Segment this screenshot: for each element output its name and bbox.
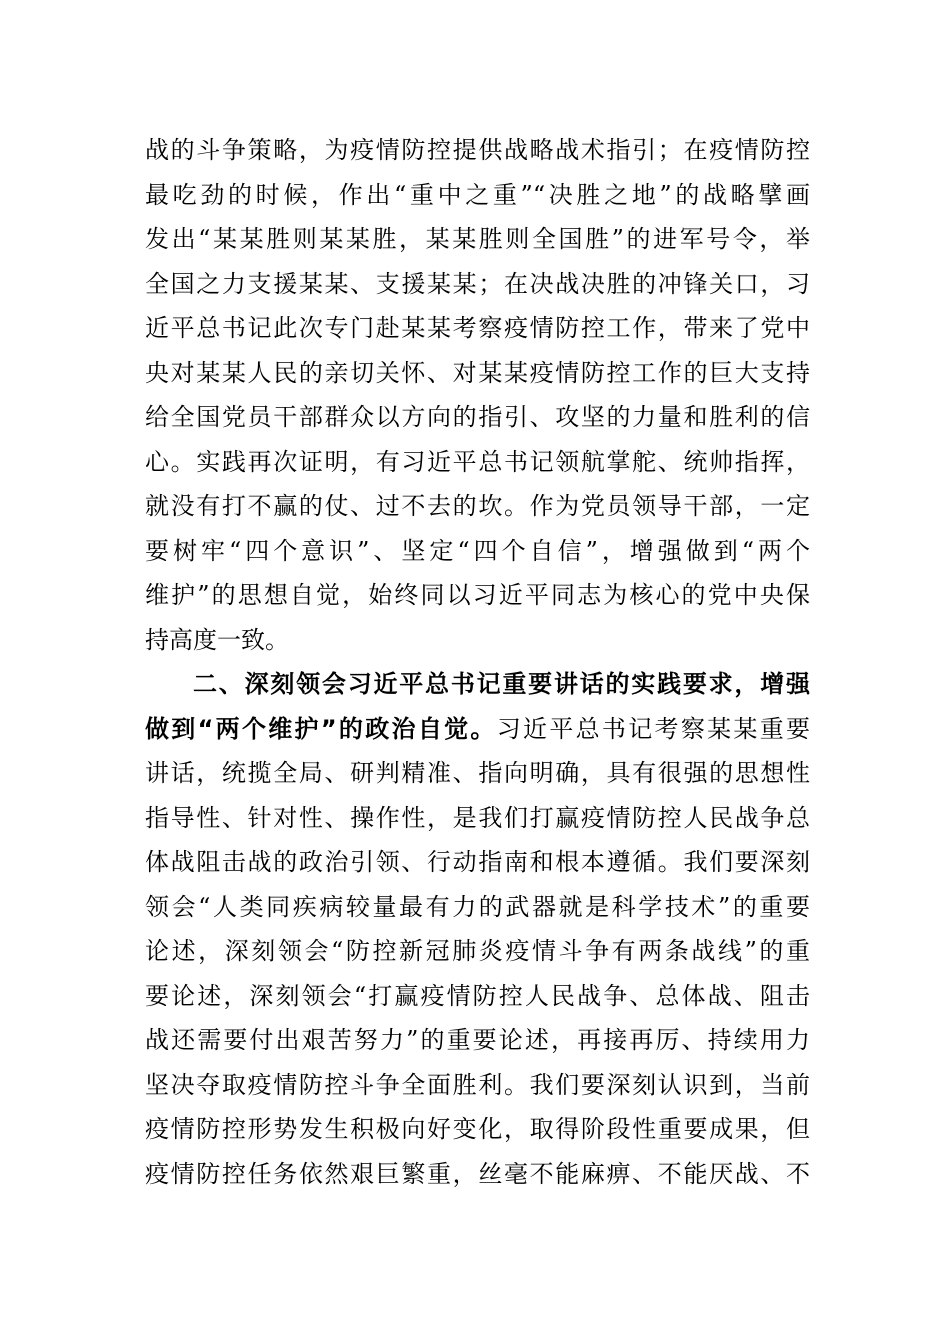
text-line: 央对某某人民的亲切关怀、对某某疫情防控工作的巨大支持 [145,358,810,387]
text-line: 疫情防控任务依然艰巨繁重，丝毫不能麻痹、不能厌战、不 [145,1159,810,1188]
text-line: 论述，深刻领会“防控新冠肺炎疫情斗争有两条战线”的重 [145,937,810,965]
text-run: 习近平总书记考察某某重要 [496,714,810,743]
text-line: 坚决夺取疫情防控斗争全面胜利。我们要深刻认识到，当前 [145,1070,810,1099]
text-line: 近平总书记此次专门赴某某考察疫情防控工作，带来了党中 [145,314,810,342]
paragraph-1 [145,128,810,662]
text-line: 体战阻击战的政治引领、行动指南和根本遵循。我们要深刻 [145,848,810,876]
paragraph-2 [145,662,810,1196]
text-line: 就没有打不赢的仗、过不去的坎。作为党员领导干部，一定 [145,492,810,520]
text-line: 要论述，深刻领会“打赢疫情防控人民战争、总体战、阻击 [145,981,810,1010]
text-line: 发出“某某胜则某某胜，某某胜则全国胜”的进军号令，举 [145,225,810,253]
text-line: 全国之力支援某某、支援某某；在决战决胜的冲锋关口，习 [145,269,810,298]
section-heading-end: 做到“两个维护”的政治自觉。 [145,714,497,743]
section-heading: 二、深刻领会习近平总书记重要讲话的实践要求，增强 [193,670,810,698]
text-line: 讲话，统揽全局、研判精准、指向明确，具有很强的思想性 [145,759,810,787]
text-line: 战还需要付出艰苦努力”的重要论述，再接再厉、持续用力 [145,1026,810,1054]
text-line: 疫情防控形势发生积极向好变化，取得阶段性重要成果，但 [145,1115,810,1143]
text-line: 战的斗争策略，为疫情防控提供战略战术指引；在疫情防控 [145,136,810,164]
text-line: 要树牢“四个意识”、坚定“四个自信”，增强做到“两个 [145,536,810,565]
text-line: 指导性、针对性、操作性，是我们打赢疫情防控人民战争总 [145,803,810,832]
text-line: 持高度一致。 [145,625,289,654]
text-line: 给全国党员干部群众以方向的指引、攻坚的力量和胜利的信 [145,403,810,431]
text-line: 心。实践再次证明，有习近平总书记领航掌舵、统帅指挥， [145,447,810,476]
body-text [145,128,810,1196]
text-line: 最吃劲的时候，作出“重中之重”“决胜之地”的战略擘画 [145,180,810,209]
text-line: 领会“人类同疾病较量最有力的武器就是科学技术”的重要 [145,892,810,921]
text-line-mixed [145,707,810,752]
text-line: 维护”的思想自觉，始终同以习近平同志为核心的党中央保 [145,581,810,609]
